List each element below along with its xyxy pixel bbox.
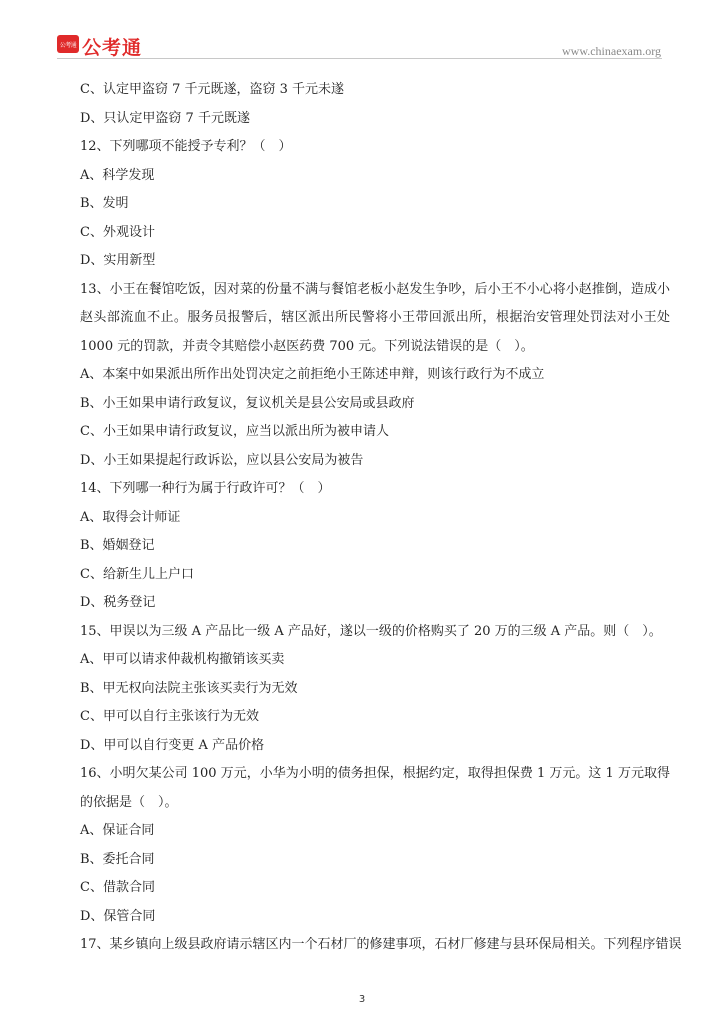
option-line: A、甲可以请求仲裁机构撤销该买卖 [80,652,285,667]
option-line: D、小王如果提起行政诉讼，应以县公安局为被告 [80,452,364,468]
option-line: D、税务登记 [80,595,156,610]
option-line: C、外观设计 [80,224,155,240]
question-17-stem: 17、某乡镇向上级县政府请示辖区内一个石材厂的修建事项，石材厂修建与县环保局相关。下列程序错误 [80,937,682,952]
option-line: B、发明 [80,196,129,211]
option-line: B、委托合同 [80,851,155,867]
option-line: D、保管合同 [80,908,156,924]
header-divider [57,58,662,59]
site-url: www.chinaexam.org [562,44,661,58]
question-16-stem: 16、小明欠某公司 100 万元，小华为小明的债务担保，根据约定，取得担保费 1 万元。这 1 万元取得的依据是（ ）。 [80,766,670,810]
option-line: C、认定甲盗窃 7 千元既遂，盗窃 3 千元未遂 [80,82,345,97]
option-line: D、只认定甲盗窃 7 千元既遂 [80,110,250,126]
logo-text: 公考通 [82,37,143,59]
option-line: A、科学发现 [80,167,155,183]
option-line: C、甲可以自行主张该行为无效 [80,709,259,724]
option-line: A、取得会计师证 [80,509,181,525]
option-line: C、借款合同 [80,880,155,895]
option-line: B、小王如果申请行政复议，复议机关是县公安局或县政府 [80,395,415,411]
question-13-stem: 13、小王在餐馆吃饭，因对菜的份量不满与餐馆老板小赵发生争吵，后小王不小心将小赵推倒，造成小赵头部流血不止。服务员报警后，辖区派出所民警将小王带回派出所，根据治安管理处罚法对小王处 1000 元的罚款，并责令其赔偿小赵医药费 700 元。下列说法错误的是（ ）。 [80,281,670,354]
option-line: B、婚姻登记 [80,538,155,553]
logo-badge: 公考通 [57,35,79,53]
option-line: A、本案中如果派出所作出处罚决定之前拒绝小王陈述申辩，则该行政行为不成立 [80,367,545,382]
option-line: C、给新生儿上户口 [80,566,194,582]
option-line: D、实用新型 [80,253,156,268]
option-line: B、甲无权向法院主张该买卖行为无效 [80,680,298,696]
question-14-stem: 14、下列哪一种行为属于行政许可？（ ） [80,481,331,496]
document-body [80,76,682,960]
page-header [0,0,724,62]
question-12-stem: 12、下列哪项不能授予专利？（ ） [80,139,292,154]
option-line: D、甲可以自行变更 A 产品价格 [80,737,265,753]
option-line: C、小王如果申请行政复议，应当以派出所为被申请人 [80,424,389,439]
option-line: A、保证合同 [80,823,155,838]
question-15-stem: 15、甲误以为三级 A 产品比一级 A 产品好，遂以一级的价格购买了 20 万的三级 A 产品。则（ ）。 [80,623,662,639]
page-number: 3 [358,994,366,1005]
